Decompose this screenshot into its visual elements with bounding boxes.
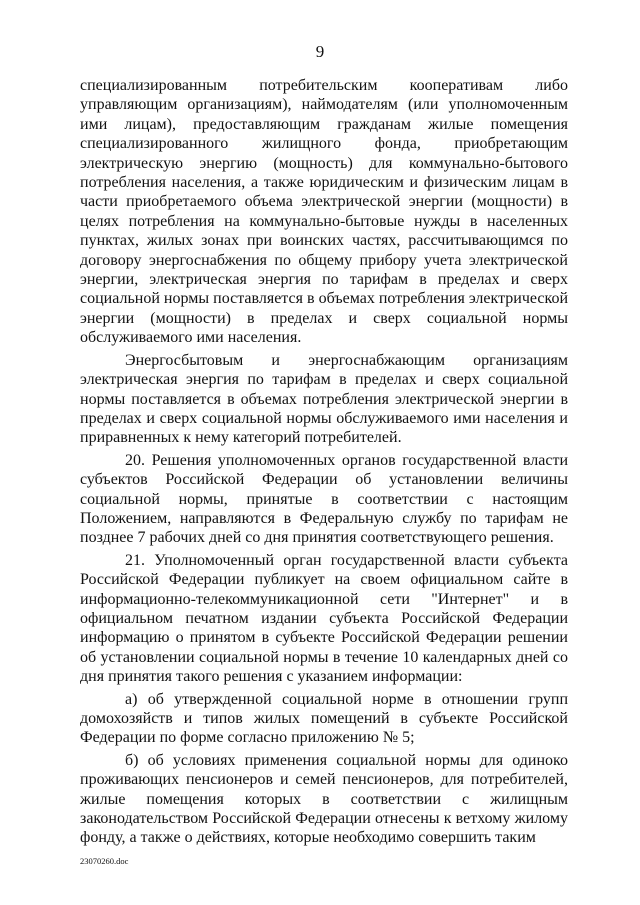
paragraph-20: 20. Решения уполномоченных органов государственной власти субъектов Российской Федерации об установлении величины социальной нормы, принятые в соответствии с настоящим Положением, направляются в Федеральную службу по тарифам не позднее 7 рабочих дней со дня принятия соответствующего решения. xyxy=(80,451,568,547)
paragraph-energy-suppliers: Энергосбытовым и энергоснабжающим организациям электрическая энергия по тарифам в пределах и сверх социальной нормы поставляется в объемах потребления электрической энергии в пределах и сверх социальной нормы обслуживаемого ими населения и приравненных к нему категорий потребителей. xyxy=(80,351,568,447)
document-body xyxy=(80,76,568,851)
subparagraph-a: а) об утвержденной социальной норме в отношении групп домохозяйств и типов жилых помещений в субъекте Российской Федерации по форме согласно приложению № 5; xyxy=(80,690,568,747)
paragraph-21: 21. Уполномоченный орган государственной власти субъекта Российской Федерации публикует на своем официальном сайте в информационно-телекоммуникационной сети "Интернет" и в официальном печатном издании субъекта Российской Федерации информацию о принятом в субъекте Российской Федерации решении об установлении социальной нормы в течение 10 календарных дней со дня принятия такого решения с указанием информации: xyxy=(80,551,568,686)
page-number: 9 xyxy=(315,42,325,61)
paragraph-continuation: специализированным потребительским кооперативам либо управляющим организациям), наймодателям (или уполномоченным ими лицам), предоставляющим гражданам жилые помещения специализированного жилищного фонда, приобретающим электрическую энергию (мощность) для коммунально-бытового потребления населения, а также юридическим и физическим лицам в части приобретаемого объема электрической энергии (мощности) в целях потребления на коммунально-бытовые нужды в населенных пунктах, жилых зонах при воинских частях, рассчитывающимся по договору энергоснабжения по общему прибору учета электрической энергии, электрическая энергия по тарифам в пределах и сверх социальной нормы поставляется в объемах потребления электрической энергии (мощности) в пределах и сверх социальной нормы обслуживаемого ими населения. xyxy=(80,77,568,347)
footer-filename: 23070260.doc xyxy=(80,856,129,866)
subparagraph-b: б) об условиях применения социальной нормы для одиноко проживающих пенсионеров и семей пенсионеров, для потребителей, жилые помещения которых в соответствии с жилищным законодательством Российской Федерации отнесены к ветхому жилому фонду, а также о действиях, которые необходимо совершить таким xyxy=(80,751,568,847)
